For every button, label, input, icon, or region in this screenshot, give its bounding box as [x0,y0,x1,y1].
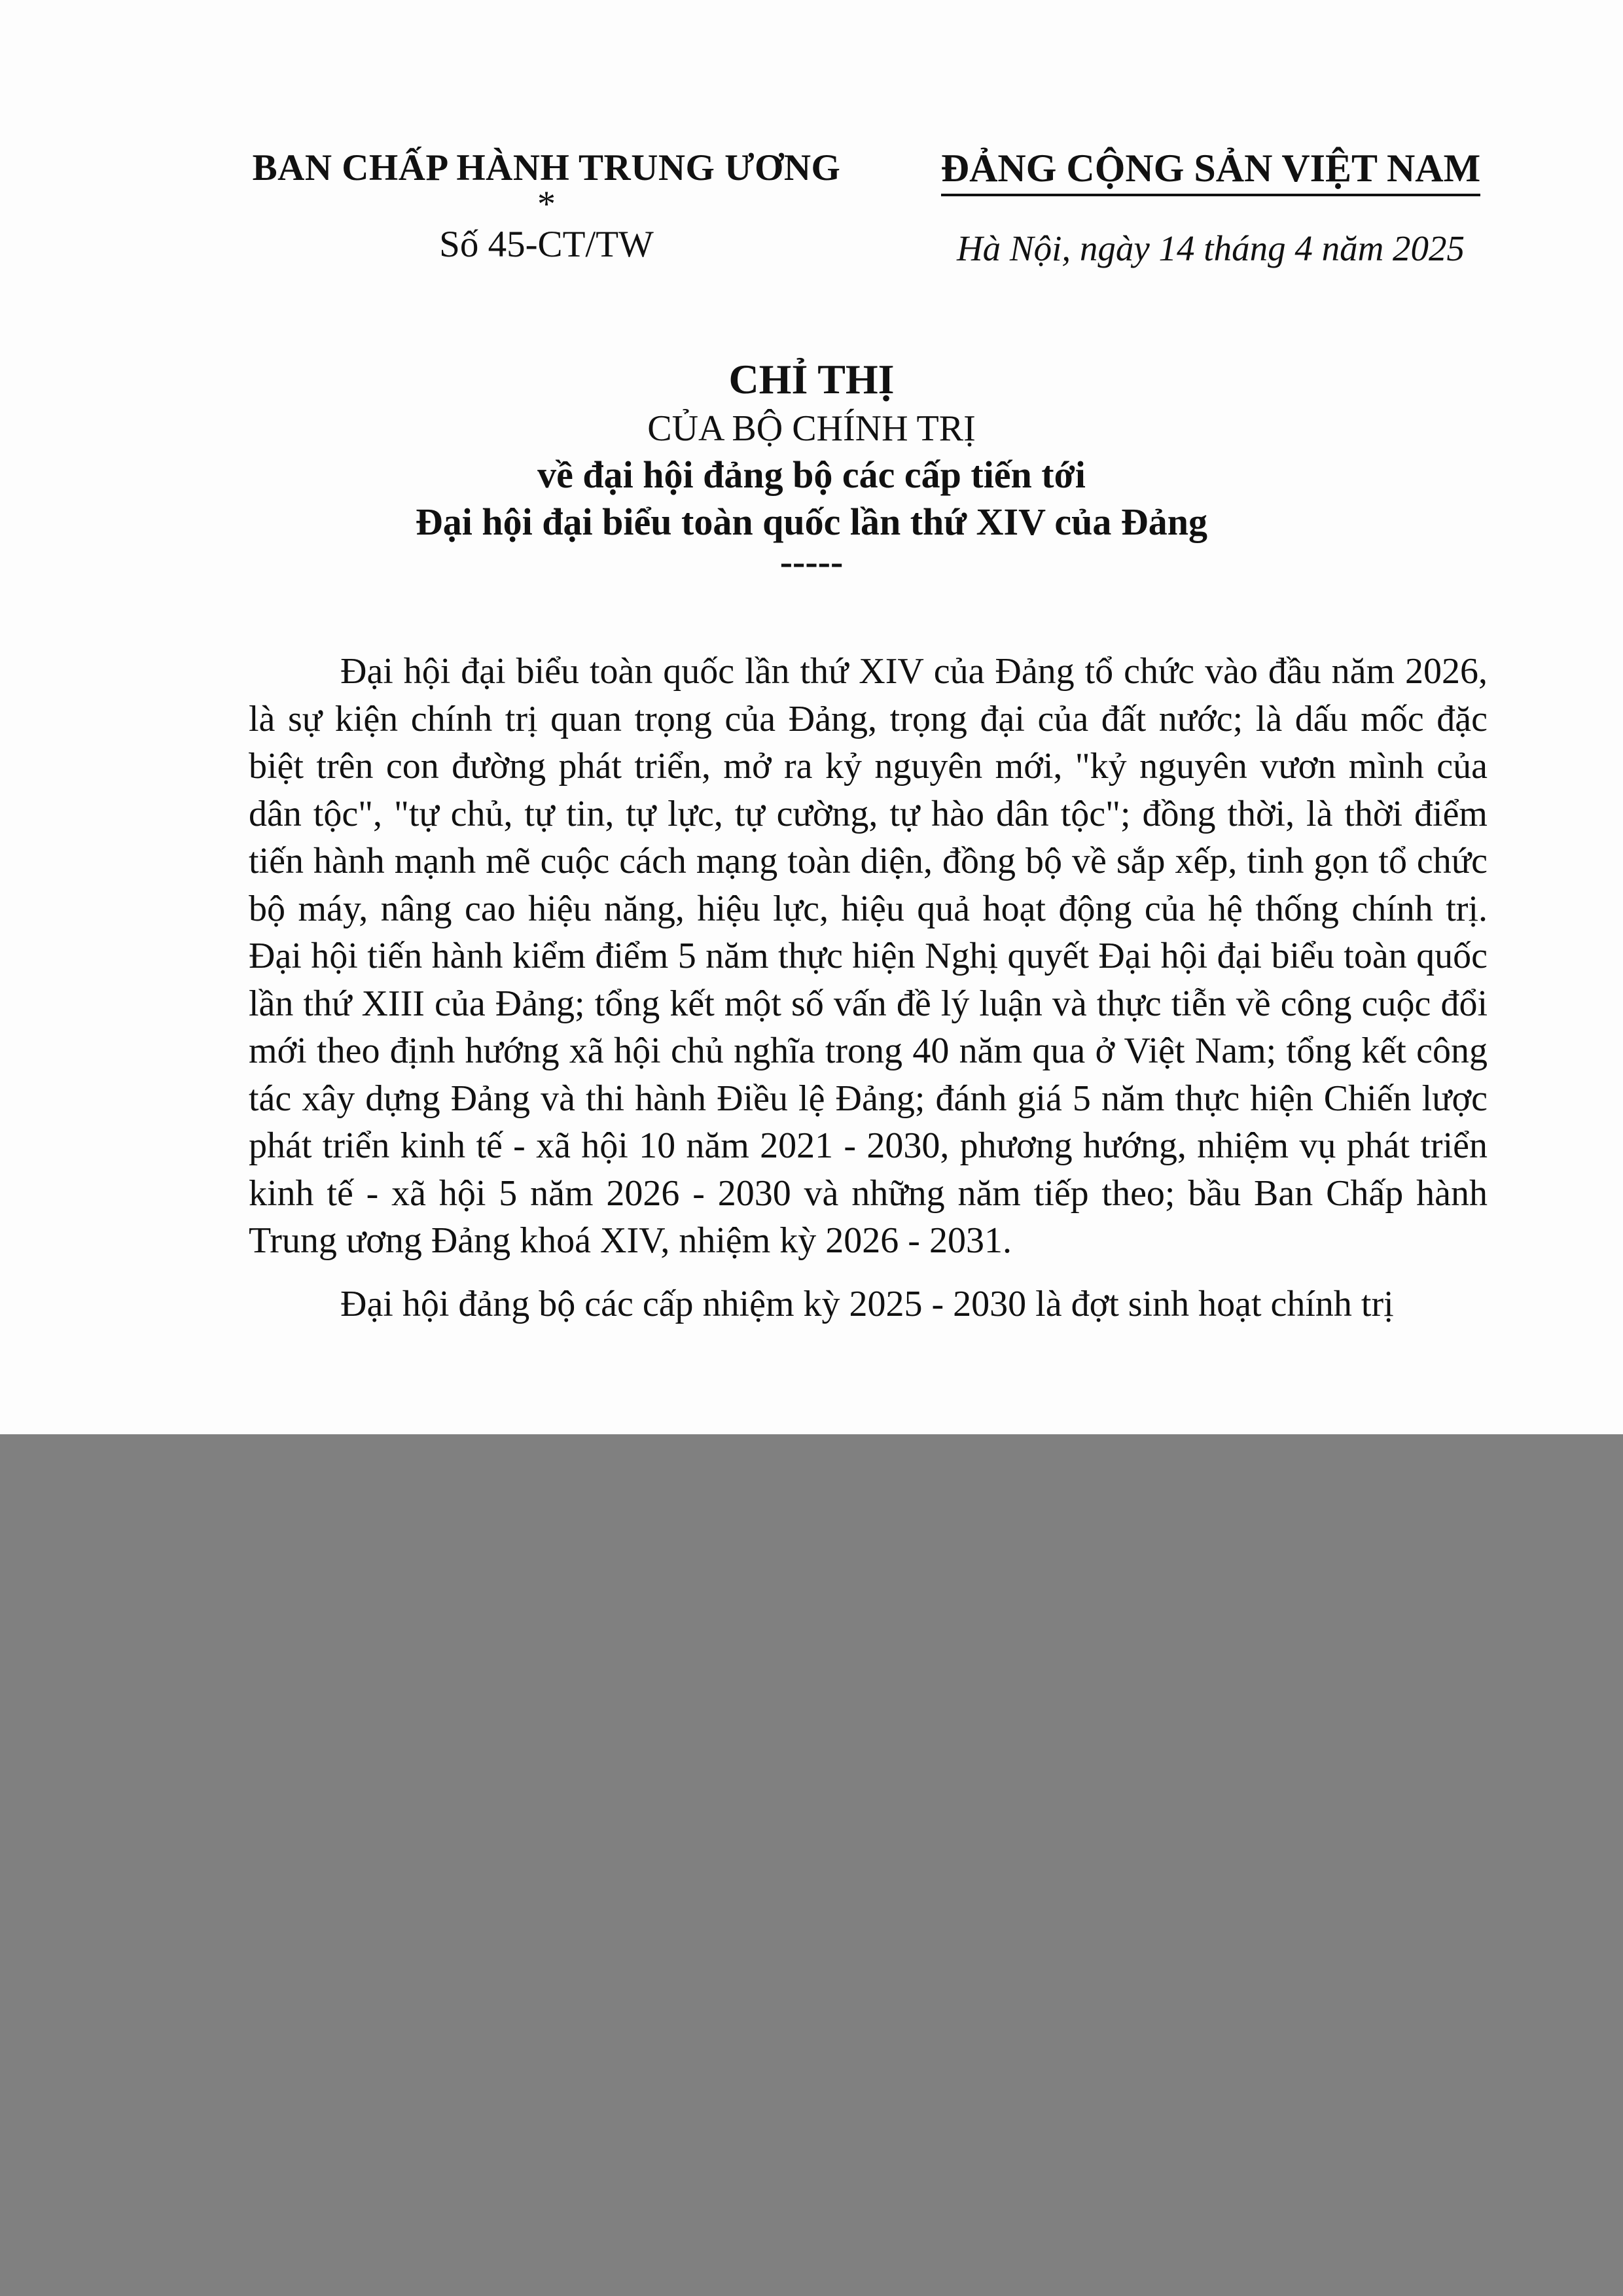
title-separator: ----- [779,540,844,583]
document-number: Số 45-CT/TW [439,224,654,265]
gray-redaction-overlay [0,1434,1623,2296]
national-header-block [916,145,1505,275]
issuing-authority-block [239,145,854,271]
organization-name: BAN CHẤP HÀNH TRUNG ƯƠNG [252,147,841,188]
issuer-line: CỦA BỘ CHÍNH TRỊ [647,408,976,449]
subject-line-2: Đại hội đại biểu toàn quốc lần thứ XIV của Đảng [415,501,1208,543]
issue-date: Hà Nội, ngày 14 tháng 4 năm 2025 [956,228,1465,268]
document-type: CHỈ THỊ [728,356,895,402]
document-body [249,648,1488,1328]
star-symbol: * [537,184,556,224]
subject-line-1: về đại hội đảng bộ các cấp tiến tới [537,453,1086,496]
body-paragraph-2: Đại hội đảng bộ các cấp nhiệm kỳ 2025 - 2030 là đợt sinh hoạt chính trị [340,1283,1394,1324]
body-paragraph-1: Đại hội đại biểu toàn quốc lần thứ XIV của Đảng tổ chức vào đầu năm 2026, là sự kiện chính trị quan trọng của Đảng, trọng đại của đất nước; là dấu mốc đặc biệt trên con đường phát triển, mở ra kỷ nguyên mới, "kỷ nguyên vươn mình của dân tộc", "tự chủ, tự tin, tự lực, tự cường, tự hào dân tộc"; đồng thời, là thời điểm tiến hành mạnh mẽ cuộc cách mạng toàn diện, đồng bộ về sắp xếp, tinh gọn tổ chức bộ máy, nâng cao hiệu năng, hiệu lực, hiệu quả hoạt động của hệ thống chính trị. Đại hội tiến hành kiểm điểm 5 năm thực hiện Nghị quyết Đại hội đại biểu toàn quốc lần thứ XIII của Đảng; tổng kết một số vấn đề lý luận và thực tiễn về công cuộc đổi mới theo định hướng xã hội chủ nghĩa trong 40 năm qua ở Việt Nam; tổng kết công tác xây dựng Đảng và thi hành Điều lệ Đảng; đánh giá 5 năm thực hiện Chiến lược phát triển kinh tế - xã hội 10 năm 2021 - 2030, phương hướng, nhiệm vụ phát triển kinh tế - xã hội 5 năm 2026 - 2030 và những năm tiếp theo; bầu Ban Chấp hành Trung ương Đảng khoá XIV, nhiệm kỳ 2026 - 2031. [249,651,1488,1261]
party-name: ĐẢNG CỘNG SẢN VIỆT NAM [941,145,1481,196]
document-title-block [196,353,1427,583]
